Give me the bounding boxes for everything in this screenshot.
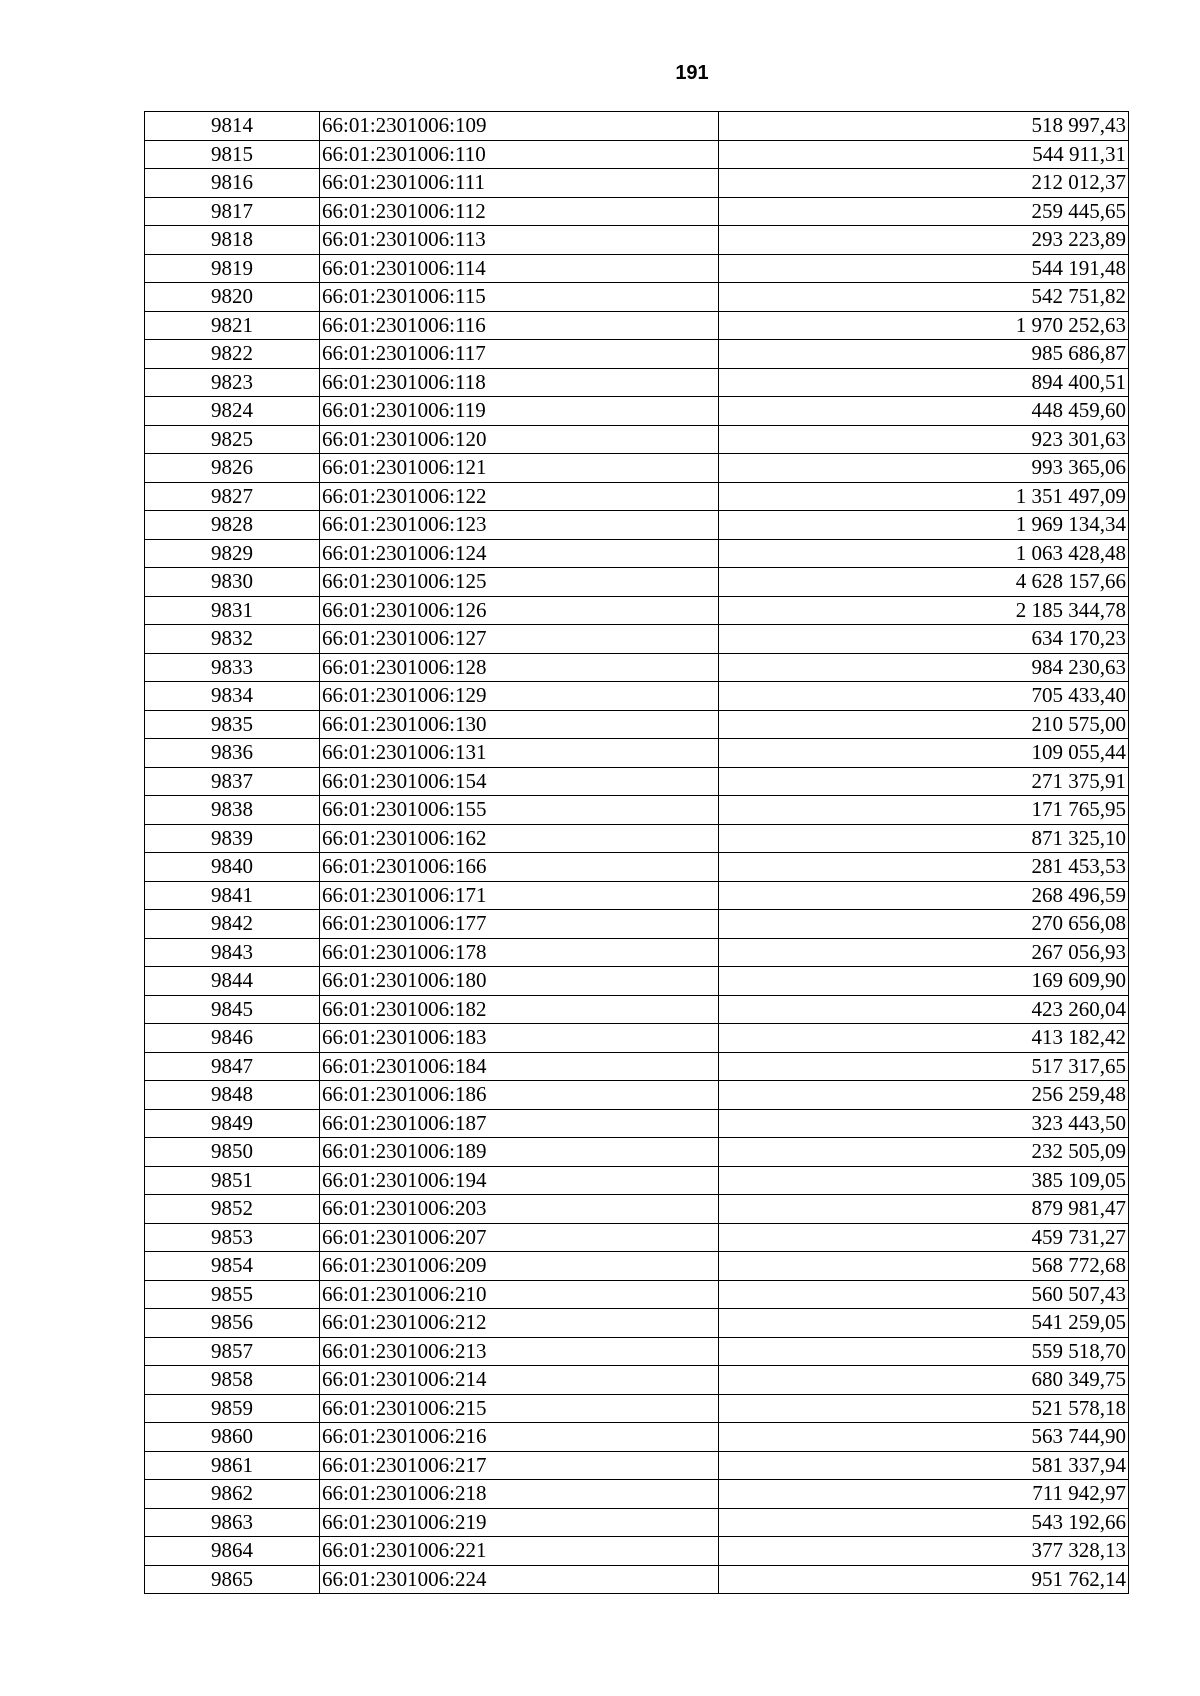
cadastral-value-cell: 169 609,90 (719, 967, 1129, 996)
row-number-cell: 9834 (145, 682, 320, 711)
cadastral-value-cell: 232 505,09 (719, 1138, 1129, 1167)
table-row (145, 1394, 1129, 1423)
table-row (145, 454, 1129, 483)
row-number-cell: 9827 (145, 482, 320, 511)
table-row (145, 1223, 1129, 1252)
table-row (145, 539, 1129, 568)
cadastral-value-cell: 1 351 497,09 (719, 482, 1129, 511)
row-number-cell: 9863 (145, 1508, 320, 1537)
cadastral-number-cell: 66:01:2301006:114 (320, 254, 719, 283)
cadastral-value-cell: 385 109,05 (719, 1166, 1129, 1195)
row-number-cell: 9828 (145, 511, 320, 540)
cadastral-value-cell: 518 997,43 (719, 112, 1129, 141)
row-number-cell: 9835 (145, 710, 320, 739)
row-number-cell: 9825 (145, 425, 320, 454)
cadastral-number-cell: 66:01:2301006:119 (320, 397, 719, 426)
row-number-cell: 9822 (145, 340, 320, 369)
row-number-cell: 9836 (145, 739, 320, 768)
cadastral-value-cell: 544 911,31 (719, 140, 1129, 169)
row-number-cell: 9854 (145, 1252, 320, 1281)
cadastral-number-cell: 66:01:2301006:128 (320, 653, 719, 682)
cadastral-value-cell: 270 656,08 (719, 910, 1129, 939)
table-row (145, 995, 1129, 1024)
cadastral-number-cell: 66:01:2301006:116 (320, 311, 719, 340)
row-number-cell: 9831 (145, 596, 320, 625)
table-row (145, 625, 1129, 654)
table-row (145, 1366, 1129, 1395)
row-number-cell: 9830 (145, 568, 320, 597)
row-number-cell: 9865 (145, 1565, 320, 1594)
table-row (145, 340, 1129, 369)
cadastral-number-cell: 66:01:2301006:180 (320, 967, 719, 996)
cadastral-value-cell: 2 185 344,78 (719, 596, 1129, 625)
cadastral-value-cell: 871 325,10 (719, 824, 1129, 853)
cadastral-value-cell: 985 686,87 (719, 340, 1129, 369)
row-number-cell: 9846 (145, 1024, 320, 1053)
row-number-cell: 9853 (145, 1223, 320, 1252)
table-row (145, 197, 1129, 226)
table-body (145, 112, 1129, 1594)
cadastral-number-cell: 66:01:2301006:189 (320, 1138, 719, 1167)
table-row (145, 1052, 1129, 1081)
cadastral-value-cell: 448 459,60 (719, 397, 1129, 426)
cadastral-number-cell: 66:01:2301006:124 (320, 539, 719, 568)
table-row (145, 739, 1129, 768)
row-number-cell: 9855 (145, 1280, 320, 1309)
cadastral-value-table (144, 111, 1129, 1594)
table-row (145, 1252, 1129, 1281)
cadastral-value-cell: 413 182,42 (719, 1024, 1129, 1053)
cadastral-value-cell: 951 762,14 (719, 1565, 1129, 1594)
row-number-cell: 9849 (145, 1109, 320, 1138)
row-number-cell: 9823 (145, 368, 320, 397)
cadastral-number-cell: 66:01:2301006:117 (320, 340, 719, 369)
table-row (145, 1537, 1129, 1566)
table-row (145, 1451, 1129, 1480)
cadastral-value-cell: 259 445,65 (719, 197, 1129, 226)
cadastral-value-cell: 559 518,70 (719, 1337, 1129, 1366)
cadastral-number-cell: 66:01:2301006:216 (320, 1423, 719, 1452)
cadastral-number-cell: 66:01:2301006:127 (320, 625, 719, 654)
table-row (145, 1024, 1129, 1053)
cadastral-number-cell: 66:01:2301006:224 (320, 1565, 719, 1594)
cadastral-number-cell: 66:01:2301006:215 (320, 1394, 719, 1423)
row-number-cell: 9820 (145, 283, 320, 312)
table-row (145, 938, 1129, 967)
cadastral-value-cell: 293 223,89 (719, 226, 1129, 255)
row-number-cell: 9856 (145, 1309, 320, 1338)
row-number-cell: 9850 (145, 1138, 320, 1167)
cadastral-number-cell: 66:01:2301006:110 (320, 140, 719, 169)
row-number-cell: 9837 (145, 767, 320, 796)
row-number-cell: 9839 (145, 824, 320, 853)
table-row (145, 1109, 1129, 1138)
row-number-cell: 9821 (145, 311, 320, 340)
cadastral-number-cell: 66:01:2301006:219 (320, 1508, 719, 1537)
table-row (145, 824, 1129, 853)
table-row (145, 140, 1129, 169)
row-number-cell: 9858 (145, 1366, 320, 1395)
cadastral-number-cell: 66:01:2301006:113 (320, 226, 719, 255)
table-row (145, 1166, 1129, 1195)
table-row (145, 511, 1129, 540)
cadastral-value-cell: 267 056,93 (719, 938, 1129, 967)
cadastral-value-cell: 459 731,27 (719, 1223, 1129, 1252)
row-number-cell: 9819 (145, 254, 320, 283)
row-number-cell: 9842 (145, 910, 320, 939)
table-row (145, 1480, 1129, 1509)
cadastral-number-cell: 66:01:2301006:183 (320, 1024, 719, 1053)
cadastral-value-cell: 543 192,66 (719, 1508, 1129, 1537)
cadastral-value-cell: 268 496,59 (719, 881, 1129, 910)
cadastral-value-cell: 544 191,48 (719, 254, 1129, 283)
cadastral-value-cell: 256 259,48 (719, 1081, 1129, 1110)
table-row (145, 682, 1129, 711)
cadastral-value-cell: 210 575,00 (719, 710, 1129, 739)
table-row (145, 1280, 1129, 1309)
cadastral-value-cell: 560 507,43 (719, 1280, 1129, 1309)
cadastral-value-cell: 281 453,53 (719, 853, 1129, 882)
table-row (145, 568, 1129, 597)
cadastral-number-cell: 66:01:2301006:187 (320, 1109, 719, 1138)
row-number-cell: 9833 (145, 653, 320, 682)
cadastral-value-cell: 568 772,68 (719, 1252, 1129, 1281)
table-row (145, 653, 1129, 682)
table-row (145, 169, 1129, 198)
table-row (145, 1309, 1129, 1338)
cadastral-number-cell: 66:01:2301006:214 (320, 1366, 719, 1395)
cadastral-number-cell: 66:01:2301006:131 (320, 739, 719, 768)
cadastral-value-cell: 541 259,05 (719, 1309, 1129, 1338)
cadastral-number-cell: 66:01:2301006:177 (320, 910, 719, 939)
cadastral-number-cell: 66:01:2301006:126 (320, 596, 719, 625)
cadastral-number-cell: 66:01:2301006:122 (320, 482, 719, 511)
cadastral-value-cell: 423 260,04 (719, 995, 1129, 1024)
table-row (145, 910, 1129, 939)
row-number-cell: 9824 (145, 397, 320, 426)
table-row (145, 425, 1129, 454)
table-row (145, 853, 1129, 882)
row-number-cell: 9864 (145, 1537, 320, 1566)
cadastral-number-cell: 66:01:2301006:130 (320, 710, 719, 739)
table-row (145, 881, 1129, 910)
cadastral-number-cell: 66:01:2301006:210 (320, 1280, 719, 1309)
cadastral-value-cell: 993 365,06 (719, 454, 1129, 483)
cadastral-value-cell: 581 337,94 (719, 1451, 1129, 1480)
cadastral-number-cell: 66:01:2301006:212 (320, 1309, 719, 1338)
row-number-cell: 9838 (145, 796, 320, 825)
cadastral-value-cell: 563 744,90 (719, 1423, 1129, 1452)
cadastral-value-cell: 271 375,91 (719, 767, 1129, 796)
cadastral-value-cell: 323 443,50 (719, 1109, 1129, 1138)
cadastral-number-cell: 66:01:2301006:194 (320, 1166, 719, 1195)
cadastral-number-cell: 66:01:2301006:218 (320, 1480, 719, 1509)
table-row (145, 1423, 1129, 1452)
cadastral-value-cell: 879 981,47 (719, 1195, 1129, 1224)
cadastral-value-cell: 634 170,23 (719, 625, 1129, 654)
table-row (145, 967, 1129, 996)
table-row (145, 596, 1129, 625)
table-row (145, 482, 1129, 511)
table-row (145, 1565, 1129, 1594)
cadastral-number-cell: 66:01:2301006:203 (320, 1195, 719, 1224)
row-number-cell: 9816 (145, 169, 320, 198)
row-number-cell: 9829 (145, 539, 320, 568)
row-number-cell: 9847 (145, 1052, 320, 1081)
row-number-cell: 9840 (145, 853, 320, 882)
row-number-cell: 9860 (145, 1423, 320, 1452)
row-number-cell: 9859 (145, 1394, 320, 1423)
row-number-cell: 9817 (145, 197, 320, 226)
cadastral-value-cell: 1 969 134,34 (719, 511, 1129, 540)
cadastral-value-cell: 212 012,37 (719, 169, 1129, 198)
table-row (145, 226, 1129, 255)
table-row (145, 397, 1129, 426)
cadastral-value-cell: 923 301,63 (719, 425, 1129, 454)
cadastral-number-cell: 66:01:2301006:112 (320, 197, 719, 226)
row-number-cell: 9818 (145, 226, 320, 255)
table-row (145, 767, 1129, 796)
cadastral-number-cell: 66:01:2301006:155 (320, 796, 719, 825)
cadastral-value-cell: 109 055,44 (719, 739, 1129, 768)
cadastral-number-cell: 66:01:2301006:221 (320, 1537, 719, 1566)
row-number-cell: 9841 (145, 881, 320, 910)
cadastral-number-cell: 66:01:2301006:178 (320, 938, 719, 967)
cadastral-number-cell: 66:01:2301006:162 (320, 824, 719, 853)
row-number-cell: 9815 (145, 140, 320, 169)
cadastral-number-cell: 66:01:2301006:213 (320, 1337, 719, 1366)
cadastral-number-cell: 66:01:2301006:166 (320, 853, 719, 882)
table-row (145, 1081, 1129, 1110)
cadastral-number-cell: 66:01:2301006:121 (320, 454, 719, 483)
cadastral-value-cell: 1 063 428,48 (719, 539, 1129, 568)
cadastral-number-cell: 66:01:2301006:182 (320, 995, 719, 1024)
cadastral-number-cell: 66:01:2301006:123 (320, 511, 719, 540)
row-number-cell: 9851 (145, 1166, 320, 1195)
cadastral-number-cell: 66:01:2301006:120 (320, 425, 719, 454)
row-number-cell: 9832 (145, 625, 320, 654)
cadastral-number-cell: 66:01:2301006:209 (320, 1252, 719, 1281)
table-row (145, 796, 1129, 825)
row-number-cell: 9857 (145, 1337, 320, 1366)
cadastral-value-cell: 705 433,40 (719, 682, 1129, 711)
row-number-cell: 9844 (145, 967, 320, 996)
cadastral-number-cell: 66:01:2301006:154 (320, 767, 719, 796)
table-row (145, 112, 1129, 141)
cadastral-number-cell: 66:01:2301006:118 (320, 368, 719, 397)
cadastral-number-cell: 66:01:2301006:125 (320, 568, 719, 597)
cadastral-number-cell: 66:01:2301006:109 (320, 112, 719, 141)
row-number-cell: 9814 (145, 112, 320, 141)
cadastral-number-cell: 66:01:2301006:217 (320, 1451, 719, 1480)
table-row (145, 254, 1129, 283)
page-number: 191 (675, 62, 709, 84)
table-row (145, 1337, 1129, 1366)
cadastral-value-cell: 171 765,95 (719, 796, 1129, 825)
table-row (145, 311, 1129, 340)
cadastral-number-cell: 66:01:2301006:115 (320, 283, 719, 312)
cadastral-value-cell: 1 970 252,63 (719, 311, 1129, 340)
cadastral-value-cell: 542 751,82 (719, 283, 1129, 312)
cadastral-value-cell: 711 942,97 (719, 1480, 1129, 1509)
row-number-cell: 9862 (145, 1480, 320, 1509)
row-number-cell: 9843 (145, 938, 320, 967)
row-number-cell: 9852 (145, 1195, 320, 1224)
cadastral-value-cell: 4 628 157,66 (719, 568, 1129, 597)
cadastral-value-cell: 517 317,65 (719, 1052, 1129, 1081)
cadastral-value-cell: 894 400,51 (719, 368, 1129, 397)
table-row (145, 1508, 1129, 1537)
cadastral-number-cell: 66:01:2301006:186 (320, 1081, 719, 1110)
table-row (145, 368, 1129, 397)
cadastral-number-cell: 66:01:2301006:129 (320, 682, 719, 711)
table-row (145, 710, 1129, 739)
table-row (145, 1195, 1129, 1224)
table-row (145, 1138, 1129, 1167)
cadastral-number-cell: 66:01:2301006:171 (320, 881, 719, 910)
cadastral-value-cell: 521 578,18 (719, 1394, 1129, 1423)
cadastral-value-cell: 377 328,13 (719, 1537, 1129, 1566)
table-row (145, 283, 1129, 312)
cadastral-number-cell: 66:01:2301006:184 (320, 1052, 719, 1081)
cadastral-number-cell: 66:01:2301006:111 (320, 169, 719, 198)
cadastral-value-cell: 984 230,63 (719, 653, 1129, 682)
row-number-cell: 9826 (145, 454, 320, 483)
row-number-cell: 9848 (145, 1081, 320, 1110)
row-number-cell: 9861 (145, 1451, 320, 1480)
cadastral-value-cell: 680 349,75 (719, 1366, 1129, 1395)
row-number-cell: 9845 (145, 995, 320, 1024)
cadastral-number-cell: 66:01:2301006:207 (320, 1223, 719, 1252)
